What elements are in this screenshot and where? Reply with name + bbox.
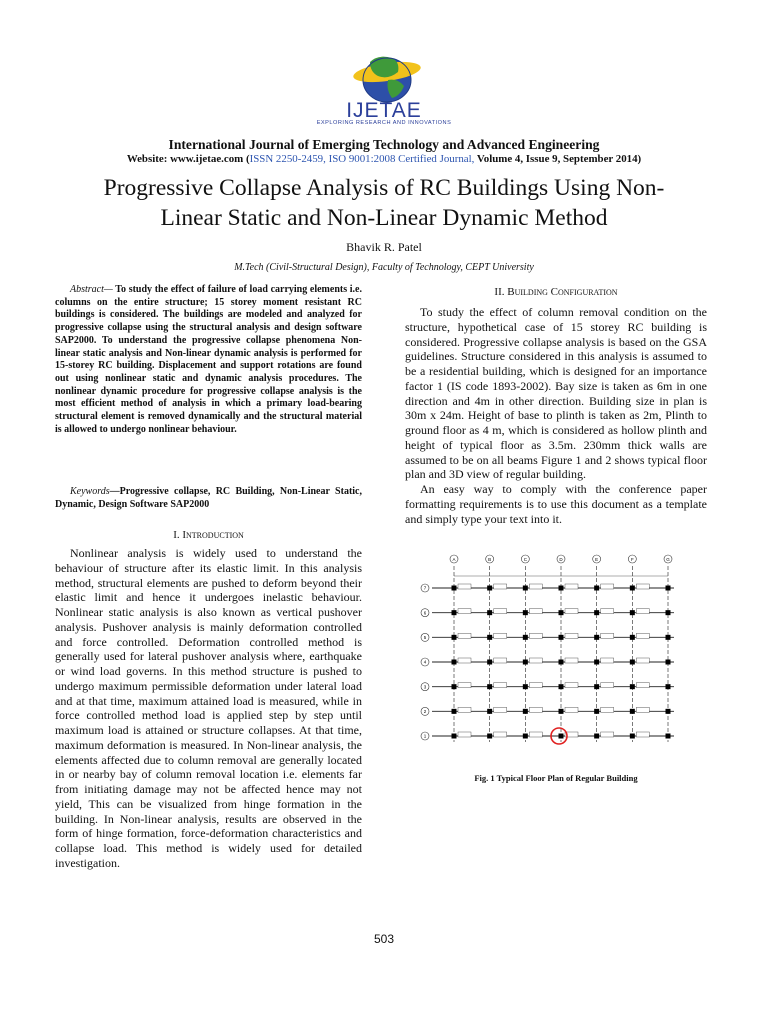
column-mark (594, 586, 599, 591)
column-mark (666, 709, 671, 714)
column-mark (452, 635, 457, 640)
beam-tag (565, 683, 578, 688)
beam-tag (529, 707, 542, 712)
row-label-1: 1 (423, 733, 427, 739)
section-2-number: II. (494, 286, 508, 298)
column-mark (594, 684, 599, 689)
column-mark (666, 660, 671, 665)
column-label-F: F (630, 557, 634, 562)
column-mark (594, 709, 599, 714)
column-label-E: E (595, 557, 599, 562)
website-prefix: Website: www.ijetae.com ( (126, 153, 250, 165)
column-mark (523, 586, 528, 591)
column-mark (630, 684, 635, 689)
beam-tag (636, 633, 649, 638)
beam-tag (529, 584, 542, 589)
column-label-C: C (523, 557, 527, 562)
column-mark (559, 635, 564, 640)
row-label-3: 3 (423, 684, 427, 690)
beam-tag (565, 658, 578, 663)
beam-tag (458, 683, 471, 688)
row-label-7: 7 (423, 585, 427, 591)
column-mark (559, 586, 564, 591)
column-mark (523, 684, 528, 689)
column-mark (630, 709, 635, 714)
beam-tag (636, 658, 649, 663)
column-mark (523, 635, 528, 640)
beam-tag (601, 633, 614, 638)
beam-tag (494, 584, 507, 589)
column-mark (523, 610, 528, 615)
abstract (55, 284, 362, 436)
beam-tag (565, 584, 578, 589)
section-2-heading (405, 286, 707, 298)
column-mark (594, 734, 599, 739)
paper-title (40, 173, 728, 233)
column-mark (523, 734, 528, 739)
journal-name: International Journal of Emerging Technology and Advanced Engineering (168, 137, 600, 152)
beam-tag (565, 707, 578, 712)
beam-tag (636, 609, 649, 614)
title-line-2: Linear Static and Non-Linear Dynamic Method (160, 205, 608, 231)
beam-tag (494, 633, 507, 638)
section-2-body (405, 305, 707, 526)
beam-tag (529, 609, 542, 614)
column-mark (452, 684, 457, 689)
beam-tag (601, 584, 614, 589)
column-mark (487, 610, 492, 615)
column-mark (630, 635, 635, 640)
abstract-label: Abstract— (70, 284, 113, 295)
logo-wordmark: IJETAE (346, 99, 422, 122)
section-1-heading (55, 529, 362, 541)
section-1-body (55, 546, 362, 871)
column-mark (630, 586, 635, 591)
beam-tag (458, 732, 471, 737)
beam-tag (494, 707, 507, 712)
beam-tag (601, 609, 614, 614)
section-1-paragraph: Nonlinear analysis is widely used to understand the behaviour of structure after its elastic limit. In this analysis method, structural elements are pushed to deform beyond their elastic limit and hence it undergoes inelastic behaviour. Nonlinear static analysis is also known as vertical pushover analysis. Pushover analysis is mainly deformation controlled and force controlled. Deformation controlled method is generally used for lateral pushover analysis where, earthquake or wind load governs. In this method structure is pushed to undergo maximum permissible deformation under lateral load and at that time, maximum attained load is measured, while in force controlled method load is applied step by step until maximum load is attained or structure collapses. At that time, maximum deformation is measured. In Non-linear analysis, the elements affected due to column removal are generally located in or nearby bay of column removal location i.e. elements far from initiating damage may not be affected hence may not yield, This can be visualized from hinge formation in the building. In Non-linear analysis, results are observed in the form of hinge formation, force-deformation characteristics and collapse load. This method is widely used for detailed investigation. (55, 546, 362, 870)
column-mark (523, 709, 528, 714)
beam-tag (529, 732, 542, 737)
column-mark (666, 610, 671, 615)
beam-tag (494, 658, 507, 663)
section-2-paragraph-1: To study the effect of column removal condition on the structure, hypothetical case of 15 storey RC building is considered. Progressive collapse analysis is based on the GSA guidelines. Structure considered in this analysis is assumed to be a residential building, which is designed for an importance factor 1 (IS code 1893-2002). Bay size is taken as 6m in one direction and 4m in other direction. Building size in plan is 30m x 24m. Height of base to plinth is taken as 2m, Plinth to ground floor as 4 m, which is considered as hollow plinth and height of typical floor as 3.5m. 230mm thick walls are assumed to be on all beams Figure 1 and 2 shows typical floor plan and 3D view of regular building. (405, 305, 707, 482)
beam-tag (565, 633, 578, 638)
beam-tag (494, 609, 507, 614)
keywords-label: Keywords (70, 486, 110, 497)
column-mark (666, 635, 671, 640)
beam-tag (529, 633, 542, 638)
row-label-4: 4 (423, 659, 427, 665)
row-label-5: 5 (423, 634, 427, 640)
volume-info: Volume 4, Issue 9, September 2014) (474, 153, 642, 165)
beam-tag (494, 683, 507, 688)
logo-tagline: EXPLORING RESEARCH AND INNOVATIONS (316, 120, 452, 126)
column-mark (559, 734, 564, 739)
beam-tag (636, 732, 649, 737)
column-mark (594, 610, 599, 615)
beam-tag (458, 609, 471, 614)
column-mark (559, 610, 564, 615)
column-mark (594, 660, 599, 665)
column-mark (630, 734, 635, 739)
column-label-A: A (452, 557, 456, 562)
beam-tag (636, 584, 649, 589)
column-mark (487, 635, 492, 640)
column-mark (666, 734, 671, 739)
beam-tag (601, 658, 614, 663)
figure-1-floor-plan (418, 552, 690, 764)
column-mark (487, 734, 492, 739)
column-label-D: D (559, 557, 563, 562)
figure-1-caption: Fig. 1 Typical Floor Plan of Regular Building (474, 773, 638, 783)
column-mark (559, 684, 564, 689)
keywords (55, 486, 362, 511)
column-mark (487, 709, 492, 714)
title-line-1: Progressive Collapse Analysis of RC Buildings Using Non- (103, 175, 665, 201)
row-label-2: 2 (423, 708, 427, 714)
row-label-6: 6 (423, 610, 427, 616)
column-label-G: G (666, 557, 670, 562)
column-mark (487, 684, 492, 689)
column-mark (487, 660, 492, 665)
beam-tag (458, 707, 471, 712)
column-label-B: B (488, 557, 492, 562)
beam-tag (458, 658, 471, 663)
beam-tag (494, 732, 507, 737)
column-mark (523, 660, 528, 665)
abstract-text: To study the effect of failure of load carrying elements i.e. columns on the entire structure; 15 storey moment resistant RC buildings is considered. The buildings are modeled and analyzed for progressive collapse using the structural analysis and design software SAP2000. To understand the progressive collapse phenomena Non-linear static analysis and Non-linear dynamic analysis is performed for 15-storey RC building. Displacement and support rotations are found out using nonlinear static and dynamic analysis procedures. The nonlinear dynamic procedure for progressive collapse analysis is the most efficient method of analysis in which a primary load-bearing structural element is removed dynamically and the structural material is allowed to undergo nonlinear behaviour. (55, 284, 362, 435)
section-1-title: Introduction (182, 529, 244, 541)
column-mark (559, 709, 564, 714)
beam-tag (565, 609, 578, 614)
section-1-number: I. (173, 529, 183, 541)
keywords-text: —Progressive collapse, RC Building, Non-Linear Static, Dynamic, Design Software SAP2000 (55, 486, 362, 510)
beam-tag (601, 707, 614, 712)
beam-tag (636, 683, 649, 688)
beam-tag (529, 683, 542, 688)
beam-tag (601, 732, 614, 737)
column-mark (666, 586, 671, 591)
section-2-title: Building Configuration (507, 286, 618, 298)
column-mark (666, 684, 671, 689)
column-mark (594, 635, 599, 640)
author-affiliation: M.Tech (Civil-Structural Design), Faculty of Technology, CEPT University (234, 262, 534, 273)
column-mark (452, 660, 457, 665)
page-number: 503 (373, 932, 395, 946)
column-mark (630, 660, 635, 665)
column-mark (559, 660, 564, 665)
column-mark (630, 610, 635, 615)
beam-tag (529, 658, 542, 663)
journal-website-line (0, 153, 768, 165)
plan-grid (432, 566, 674, 744)
issn-link[interactable]: ISSN 2250-2459, ISO 9001:2008 Certified Journal, (249, 153, 475, 165)
column-mark (487, 586, 492, 591)
column-mark (452, 734, 457, 739)
beam-tag (458, 633, 471, 638)
column-mark (452, 709, 457, 714)
column-mark (452, 586, 457, 591)
column-mark (452, 610, 457, 615)
section-2-paragraph-2: An easy way to comply with the conference paper formatting requirements is to use this document as a template and simply type your text into it. (405, 482, 707, 526)
beam-tag (601, 683, 614, 688)
beam-tag (636, 707, 649, 712)
beam-tag (458, 584, 471, 589)
author-name: Bhavik R. Patel (346, 240, 422, 254)
